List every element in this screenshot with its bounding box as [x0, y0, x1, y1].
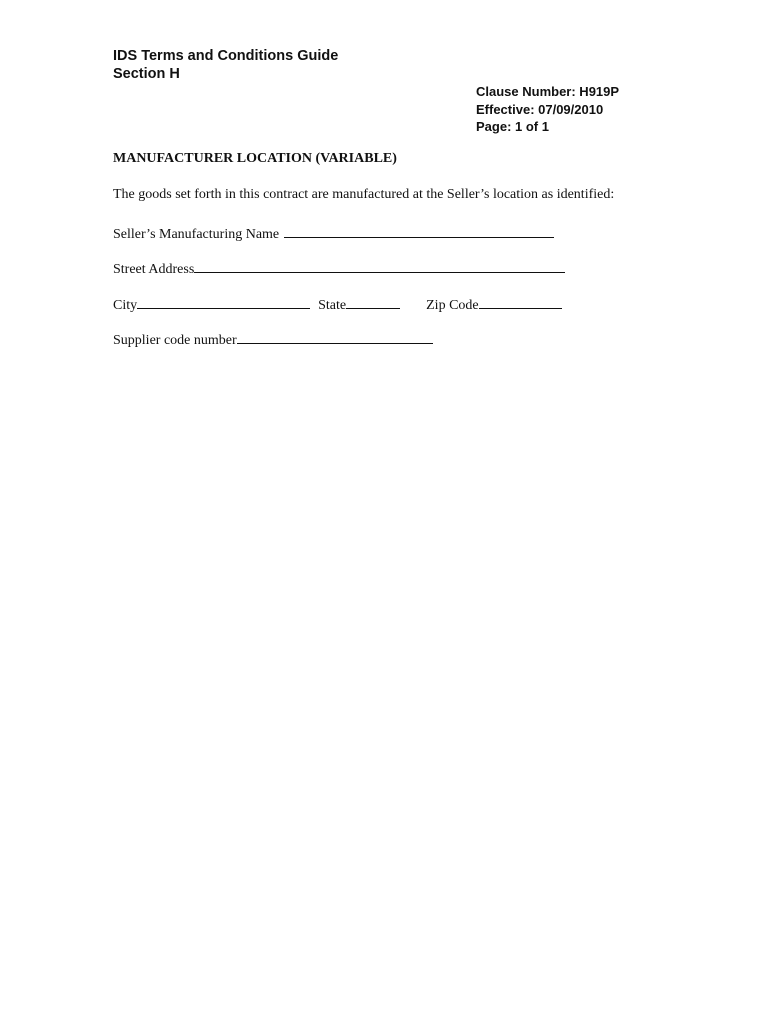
street-address-label: Street Address: [113, 262, 195, 277]
manufacturing-name-label: Seller’s Manufacturing Name: [113, 227, 280, 242]
document-header: [113, 47, 338, 83]
clause-heading: MANUFACTURER LOCATION (VARIABLE): [113, 151, 397, 166]
state-label: State: [318, 298, 347, 313]
city-field[interactable]: [137, 294, 310, 309]
clause-number: Clause Number: H919P: [476, 84, 620, 99]
page-number: Page: 1 of 1: [476, 119, 549, 134]
effective-date: Effective: 07/09/2010: [476, 101, 604, 117]
zip-code-field[interactable]: [479, 294, 562, 309]
state-field[interactable]: [346, 294, 400, 309]
clause-info: [476, 83, 619, 136]
guide-title: IDS Terms and Conditions Guide: [113, 48, 339, 64]
supplier-code-field[interactable]: [237, 329, 433, 344]
manufacturing-name-field[interactable]: [284, 223, 554, 238]
zip-code-label: Zip Code: [426, 298, 479, 313]
street-address-field[interactable]: [194, 258, 565, 273]
supplier-code-label: Supplier code number: [113, 333, 237, 348]
section-label: Section H: [113, 66, 180, 82]
supplier-code-row: [113, 329, 433, 349]
city-label: City: [113, 298, 138, 313]
manufacturing-name-row: [113, 223, 554, 243]
city-state-zip-row: [113, 294, 562, 314]
intro-paragraph: The goods set forth in this contract are manufactured at the Seller’s location as identified:: [113, 187, 615, 202]
street-address-row: [113, 258, 565, 278]
